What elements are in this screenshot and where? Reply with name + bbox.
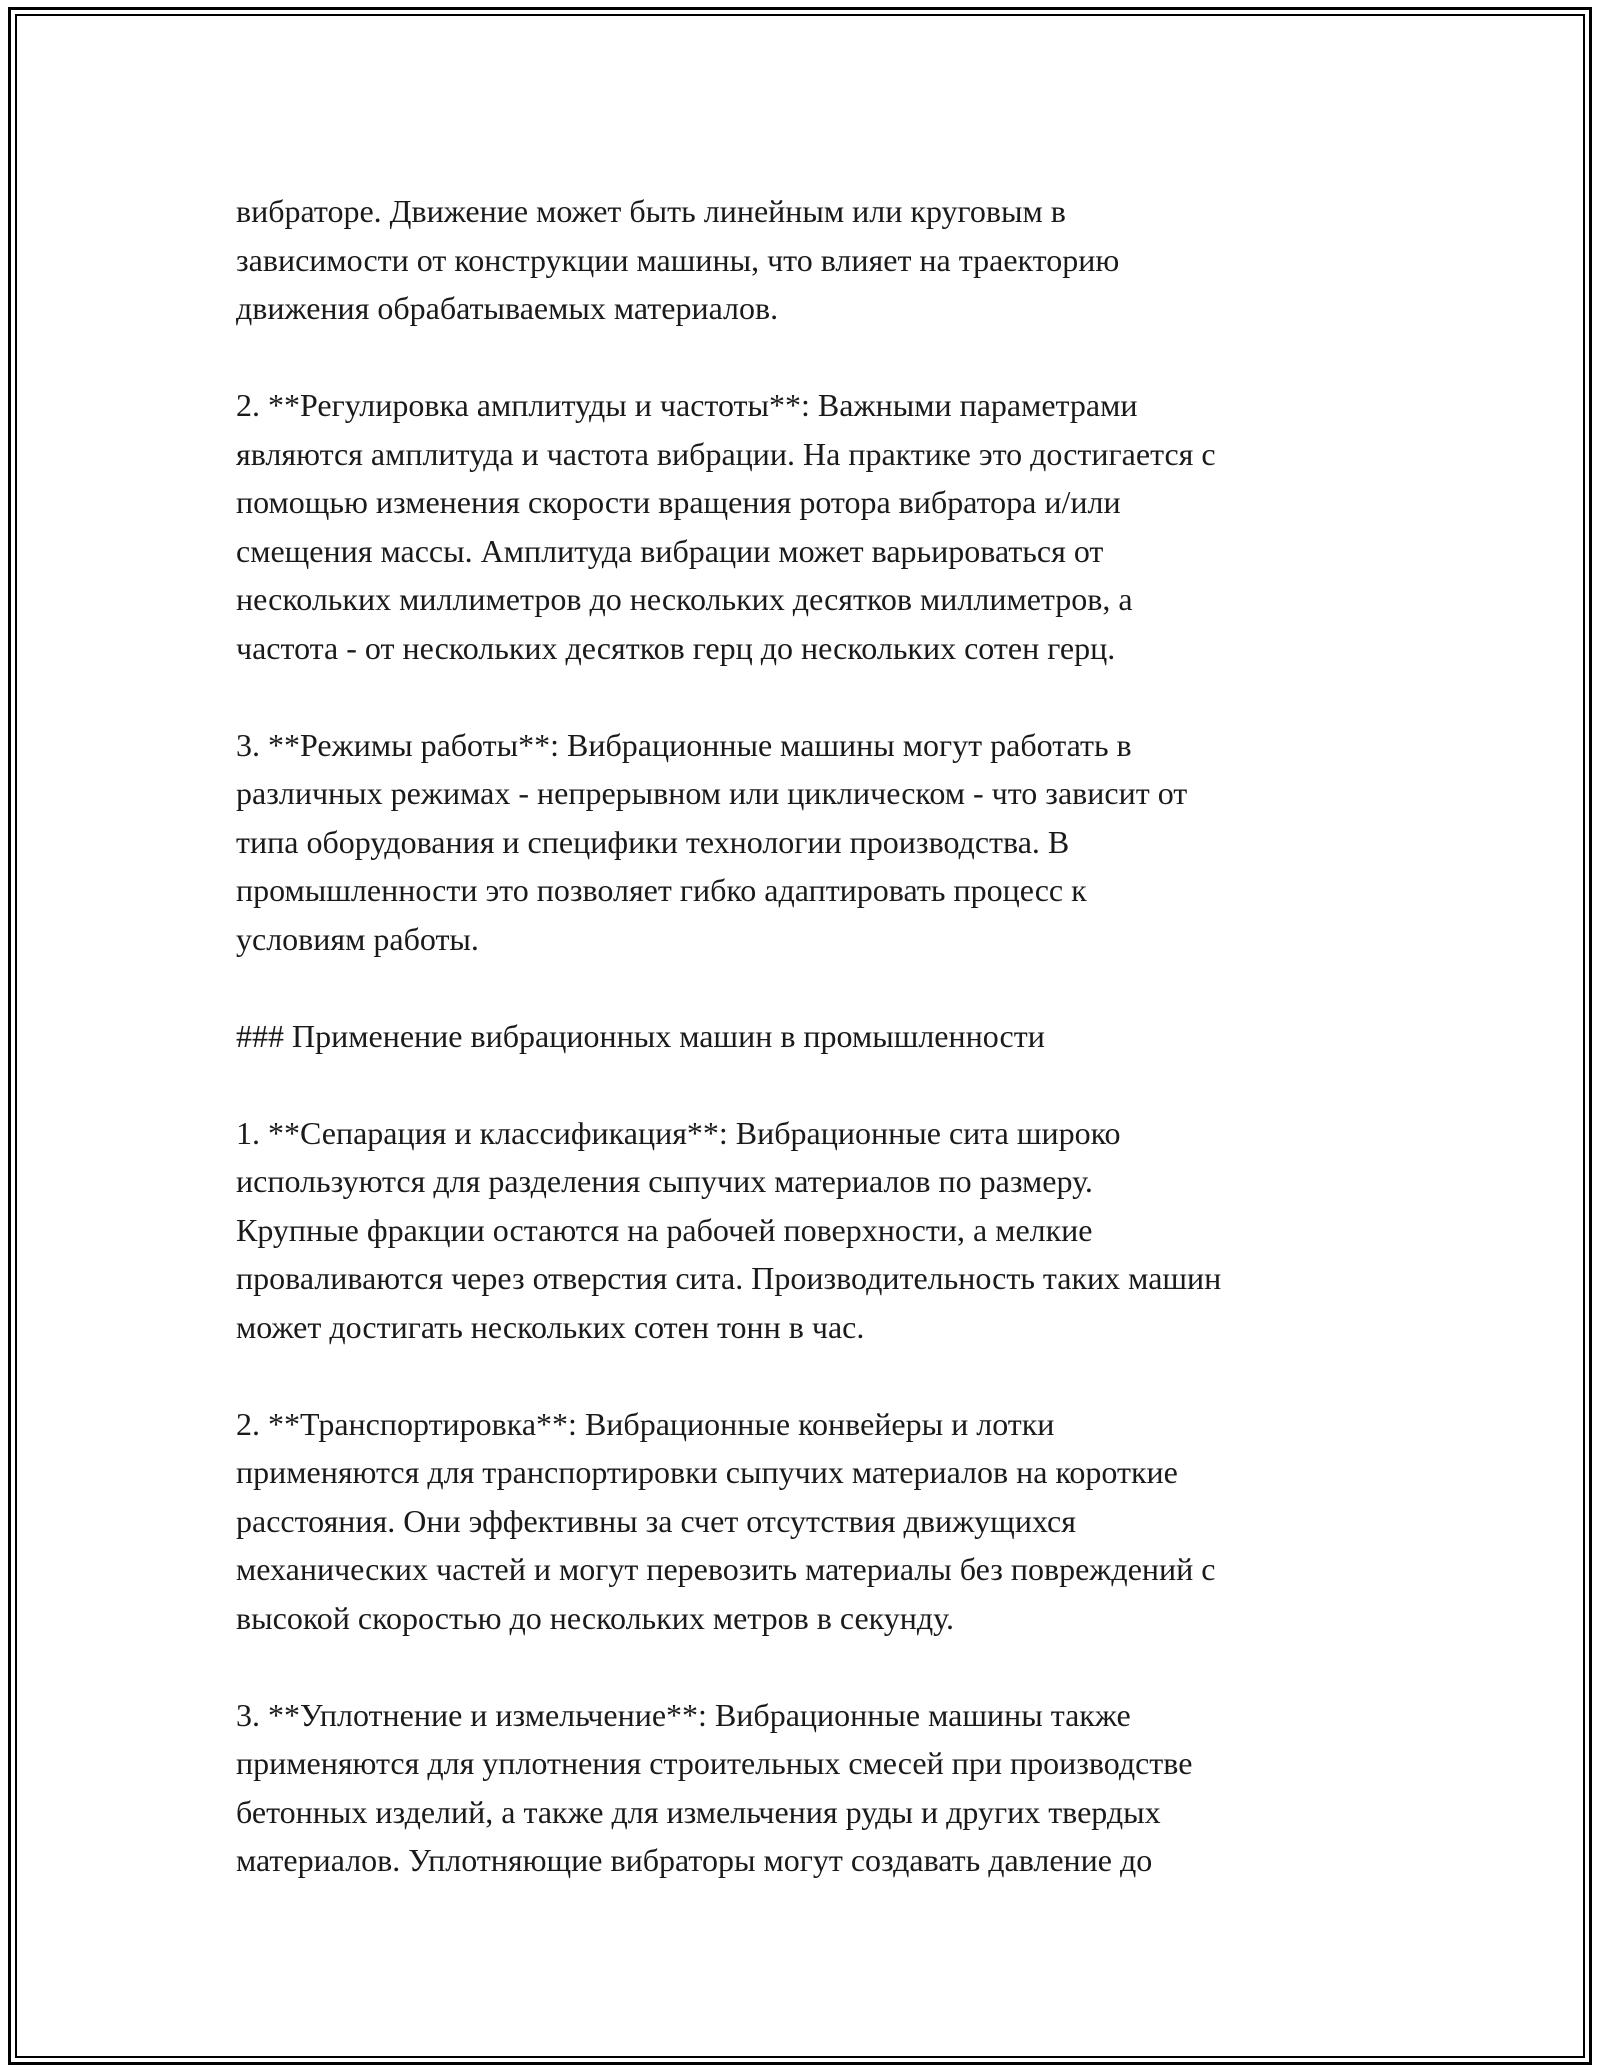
text-line: материалов. Уплотняющие вибраторы могут создавать давление до bbox=[236, 1842, 1153, 1878]
text-line: различных режимах - непрерывном или циклическом - что зависит от bbox=[236, 775, 1188, 811]
text-line: 1. **Сепарация и классификация**: Вибрационные сита широко bbox=[236, 1114, 1121, 1151]
text-line: смещения массы. Амплитуда вибрации может варьироваться от bbox=[236, 532, 1104, 569]
text-line: 3. **Уплотнение и измельчение**: Вибрационные машины также bbox=[236, 1696, 1131, 1733]
text-line: Крупные фракции остаются на рабочей поверхности, а мелкие bbox=[236, 1211, 1093, 1248]
text-line: 2. **Регулировка амплитуды и частоты**: Важными параметрами bbox=[236, 387, 1138, 423]
text-line: используются для разделения сыпучих материалов по размеру. bbox=[236, 1163, 1093, 1199]
paragraph-gap bbox=[236, 672, 1376, 721]
text-line: 3. **Режимы работы**: Вибрационные машины могут работать в bbox=[236, 726, 1132, 763]
paragraph-gap bbox=[236, 1642, 1376, 1691]
text-line: 2. **Транспортировка**: Вибрационные конвейеры и лотки bbox=[236, 1405, 1055, 1442]
text-line: применяются для уплотнения строительных смесей при производстве bbox=[236, 1745, 1193, 1781]
document-body bbox=[236, 187, 1376, 1885]
text-line: условиям работы. bbox=[236, 920, 479, 957]
text-line: может достигать нескольких сотен тонн в час. bbox=[236, 1308, 865, 1345]
paragraph bbox=[236, 721, 1376, 964]
text-line: промышленности это позволяет гибко адаптировать процесс к bbox=[236, 872, 1087, 908]
paragraph-gap bbox=[236, 1060, 1376, 1109]
text-line: помощью изменения скорости вращения ротора вибратора и/или bbox=[236, 484, 1121, 520]
text-line: нескольких миллиметров до нескольких десятков миллиметров, а bbox=[236, 581, 1133, 617]
heading-line: ### Применение вибрационных машин в промышленности bbox=[236, 1017, 1045, 1054]
text-line: бетонных изделий, а также для измельчения руды и других твердых bbox=[236, 1793, 1161, 1830]
text-line: расстояния. Они эффективны за счет отсутствия движущихся bbox=[236, 1502, 1076, 1539]
text-line: движения обрабатываемых материалов. bbox=[236, 290, 779, 326]
paragraph bbox=[236, 1691, 1376, 1885]
paragraph bbox=[236, 381, 1376, 672]
text-line: типа оборудования и специфики технологии производства. В bbox=[236, 823, 1070, 860]
section-heading bbox=[236, 1012, 1376, 1061]
text-line: высокой скоростью до нескольких метров в секунду. bbox=[236, 1599, 954, 1636]
text-line: являются амплитуда и частота вибрации. На практике это достигается с bbox=[236, 435, 1216, 472]
text-line: зависимости от конструкции машины, что влияет на траекторию bbox=[236, 241, 1120, 278]
paragraph bbox=[236, 1109, 1376, 1352]
paragraph-gap bbox=[236, 1351, 1376, 1400]
text-line: частота - от нескольких десятков герц до нескольких сотен герц. bbox=[236, 629, 1116, 666]
text-line: механических частей и могут перевозить материалы без повреждений с bbox=[236, 1551, 1216, 1587]
paragraph-gap bbox=[236, 963, 1376, 1012]
text-line: применяются для транспортировки сыпучих материалов на короткие bbox=[236, 1454, 1178, 1490]
paragraph-gap bbox=[236, 333, 1376, 382]
text-line: проваливаются через отверстия сита. Производительность таких машин bbox=[236, 1260, 1222, 1296]
paragraph bbox=[236, 187, 1376, 333]
text-line: вибраторе. Движение может быть линейным или круговым в bbox=[236, 193, 1066, 229]
paragraph bbox=[236, 1400, 1376, 1643]
